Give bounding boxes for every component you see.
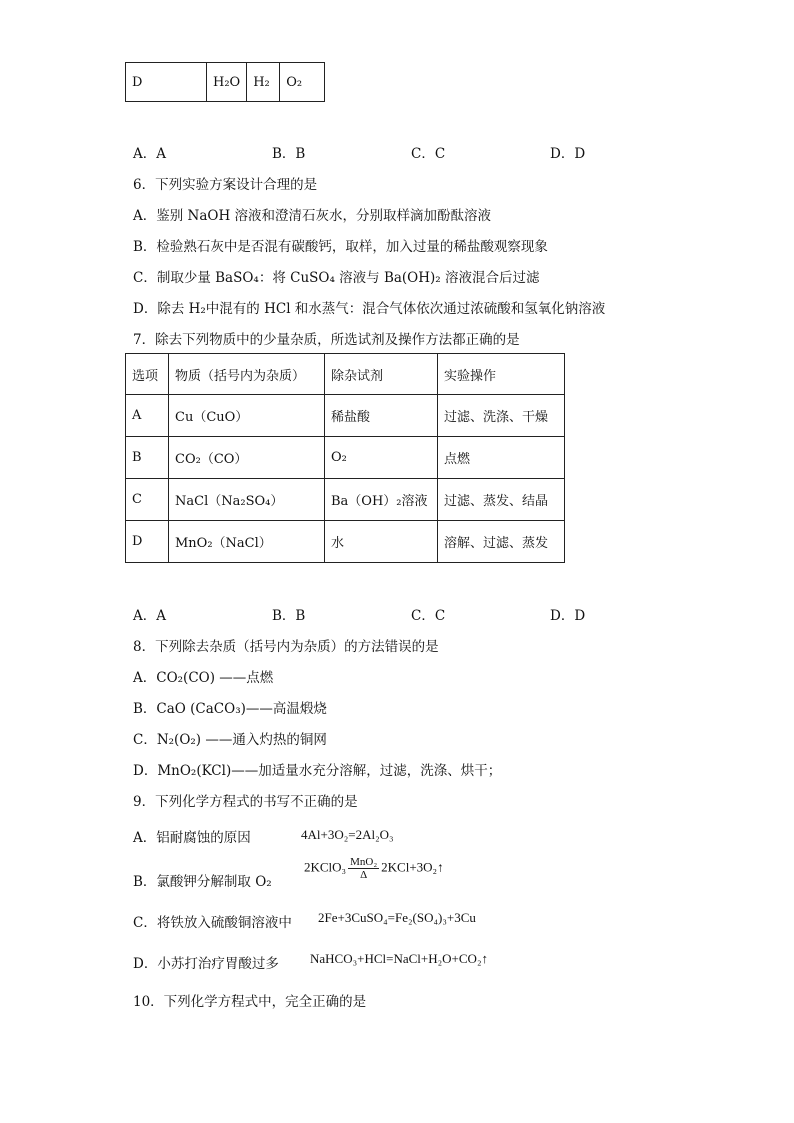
table-row bbox=[126, 479, 565, 521]
q9-option-c-equation: 2Fe+3CuSO₄=Fe₂(SO₄)₃+3Cu bbox=[318, 910, 476, 925]
table-cell: D bbox=[126, 521, 169, 563]
table-cell: NaCl（Na₂SO₄） bbox=[169, 479, 325, 521]
q6-stem: 6．下列实验方案设计合理的是 bbox=[133, 177, 318, 193]
table-cell: 稀盐酸 bbox=[325, 395, 438, 437]
table-row bbox=[126, 437, 565, 479]
q8-option-a: A．CO₂(CO) ——点燃 bbox=[133, 670, 274, 686]
catalyst-label: MnO₂ bbox=[350, 856, 378, 868]
q6-option-b: B．检验熟石灰中是否混有碳酸钙，取样，加入过量的稀盐酸观察现象 bbox=[133, 239, 548, 255]
table-cell: Ba（OH）₂溶液 bbox=[325, 479, 438, 521]
table-row bbox=[126, 395, 565, 437]
q9-option-d-text: D．小苏打治疗胃酸过多 bbox=[133, 956, 279, 972]
option-a: A．A bbox=[133, 146, 166, 162]
table-cell: H₂O bbox=[207, 63, 247, 102]
table-cell: 点燃 bbox=[438, 437, 565, 479]
q9-option-c-text: C．将铁放入硫酸铜溶液中 bbox=[133, 915, 292, 931]
table-cell: 过滤、洗涤、干燥 bbox=[438, 395, 565, 437]
table-cell: O₂ bbox=[280, 63, 325, 102]
table-cell: Cu（CuO） bbox=[169, 395, 325, 437]
option-d: D．D bbox=[550, 146, 586, 162]
heat-symbol: Δ bbox=[360, 869, 368, 882]
q6-option-c: C．制取少量 BaSO₄：将 CuSO₄ 溶液与 Ba(OH)₂ 溶液混合后过滤 bbox=[133, 270, 540, 286]
q8-stem: 8．下列除去杂质（括号内为杂质）的方法错误的是 bbox=[133, 639, 439, 655]
equation-left: 2KClO₃ bbox=[304, 859, 347, 875]
header-cell: 除杂试剂 bbox=[325, 354, 438, 395]
table-cell: O₂ bbox=[325, 437, 438, 479]
table-cell: D bbox=[126, 63, 207, 102]
table-cell: B bbox=[126, 437, 169, 479]
q5-options bbox=[133, 142, 689, 162]
q9-stem: 9．下列化学方程式的书写不正确的是 bbox=[133, 794, 358, 810]
header-cell: 物质（括号内为杂质） bbox=[169, 354, 325, 395]
q9-option-a-text: A．铝耐腐蚀的原因 bbox=[133, 830, 251, 846]
q9-option-b-text: B．氯酸钾分解制取 O₂ bbox=[133, 874, 272, 890]
table-cell: MnO₂（NaCl） bbox=[169, 521, 325, 563]
table-row bbox=[126, 521, 565, 563]
q7-table bbox=[125, 353, 565, 563]
q9-option-d-equation: NaHCO₃+HCl=NaCl+H₂O+CO₂↑ bbox=[310, 951, 488, 966]
table-cell: H₂ bbox=[247, 63, 280, 102]
header-cell: 选项 bbox=[126, 354, 169, 395]
option-b: B．B bbox=[272, 608, 306, 624]
table-cell: 水 bbox=[325, 521, 438, 563]
option-a: A．A bbox=[133, 608, 166, 624]
q7-options bbox=[133, 604, 689, 624]
option-b: B．B bbox=[272, 146, 306, 162]
option-d: D．D bbox=[550, 608, 586, 624]
option-c: C．C bbox=[411, 608, 446, 624]
q10-stem: 10．下列化学方程式中，完全正确的是 bbox=[133, 994, 367, 1010]
table-cell: 过滤、蒸发、结晶 bbox=[438, 479, 565, 521]
q8-option-b: B．CaO (CaCO₃)——高温煅烧 bbox=[133, 701, 327, 717]
table-cell: A bbox=[126, 395, 169, 437]
q8-option-d: D．MnO₂(KCl)——加适量水充分溶解，过滤，洗涤、烘干； bbox=[133, 763, 502, 779]
table-cell: CO₂（CO） bbox=[169, 437, 325, 479]
q9-option-b-equation bbox=[304, 856, 444, 881]
q6-option-d: D．除去 H₂中混有的 HCl 和水蒸气：混合气体依次通过浓硫酸和氢氧化钠溶液 bbox=[133, 301, 606, 317]
table-cell: C bbox=[126, 479, 169, 521]
q8-option-c: C．N₂(O₂) ——通入灼热的铜网 bbox=[133, 732, 327, 748]
option-c: C．C bbox=[411, 146, 446, 162]
table-row bbox=[126, 63, 325, 102]
reaction-condition bbox=[348, 856, 379, 881]
table-header-row bbox=[126, 354, 565, 395]
header-cell: 实验操作 bbox=[438, 354, 565, 395]
q7-stem: 7．除去下列物质中的少量杂质，所选试剂及操作方法都正确的是 bbox=[133, 332, 520, 348]
q9-option-a-equation: 4Al+3O₂=2Al₂O₃ bbox=[301, 827, 394, 842]
equation-right: 2KCl+3O₂↑ bbox=[381, 859, 444, 875]
q6-option-a: A．鉴别 NaOH 溶液和澄清石灰水，分别取样滴加酚酞溶液 bbox=[133, 208, 492, 224]
top-answer-table bbox=[125, 62, 325, 102]
table-cell: 溶解、过滤、蒸发 bbox=[438, 521, 565, 563]
